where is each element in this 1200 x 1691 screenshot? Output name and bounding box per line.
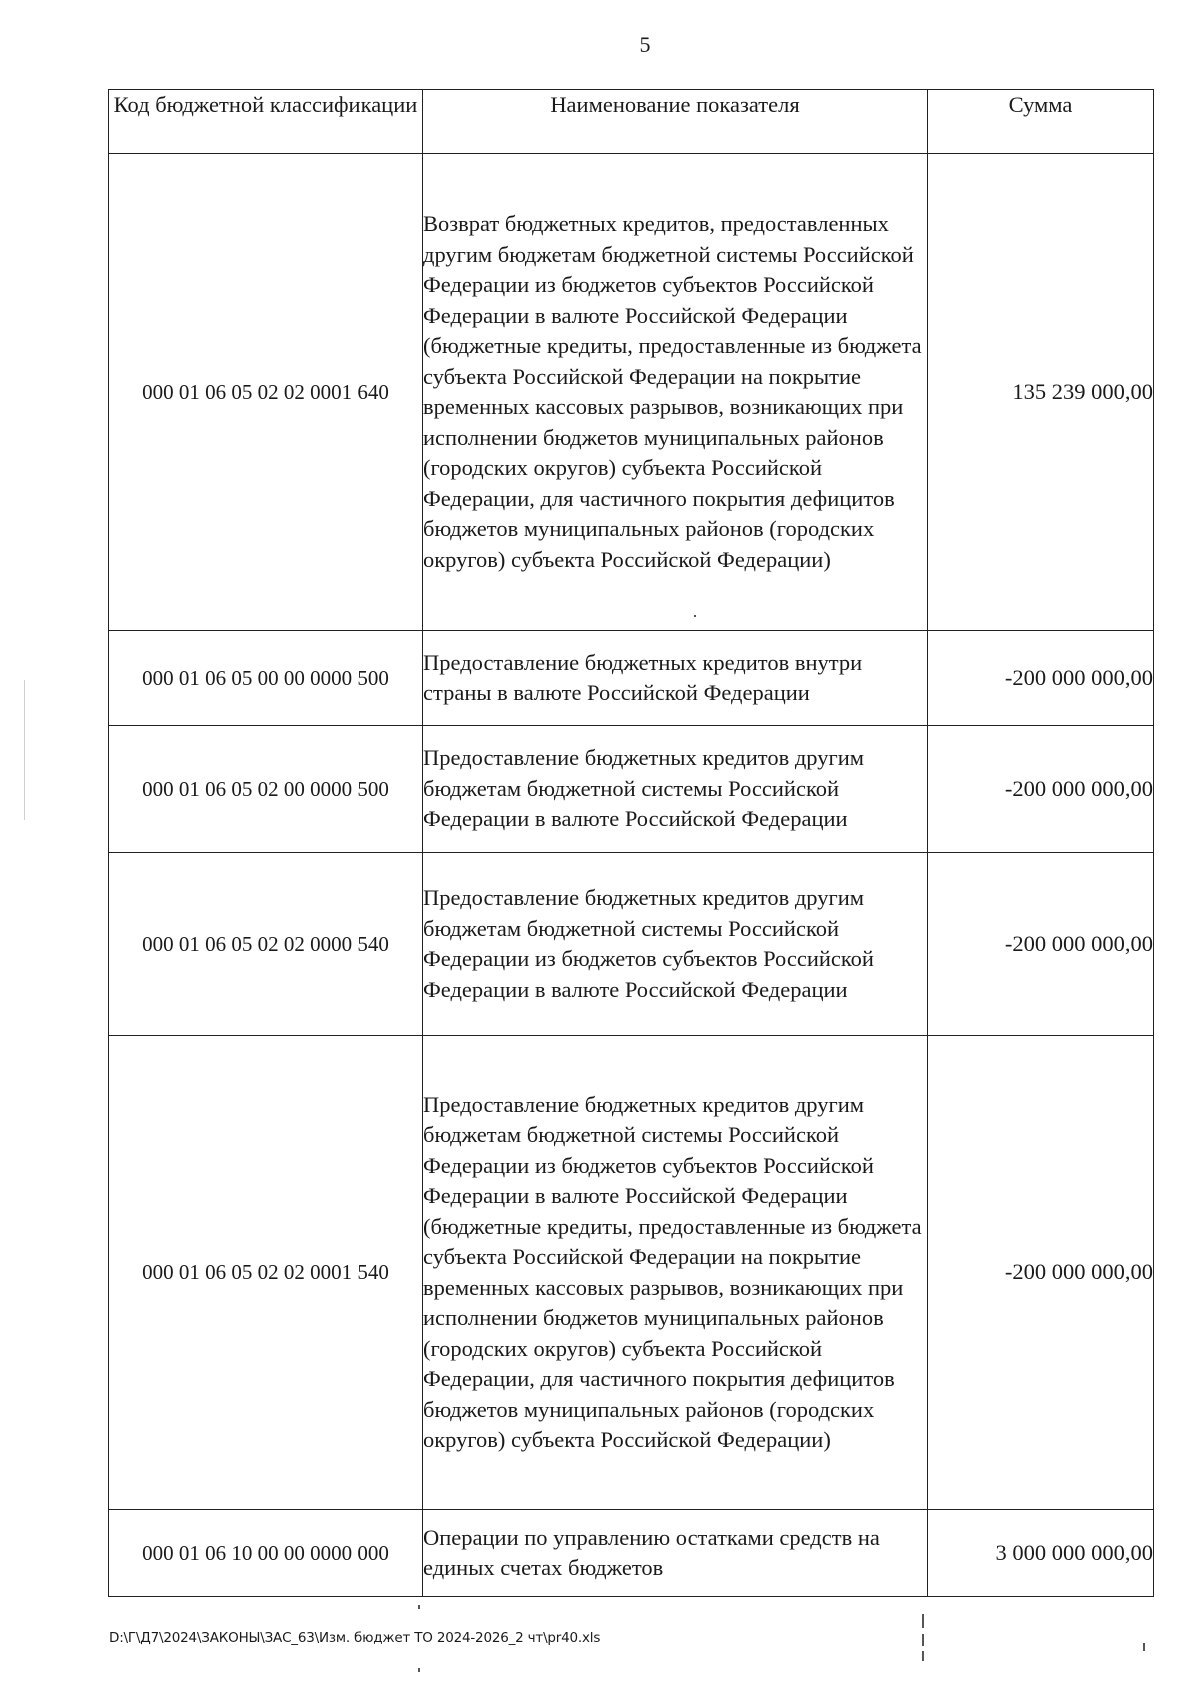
row-code: 000 01 06 05 02 00 0000 500 xyxy=(109,726,423,853)
row-sum: -200 000 000,00 xyxy=(928,726,1154,853)
row-sum: 135 239 000,00 xyxy=(928,154,1154,631)
row-sum: -200 000 000,00 xyxy=(928,853,1154,1036)
row-code: 000 01 06 05 00 00 0000 500 xyxy=(109,631,423,726)
scan-mark xyxy=(922,1651,924,1661)
header-name: Наименование показателя xyxy=(423,90,928,154)
scan-mark xyxy=(922,1614,924,1628)
scan-mark xyxy=(694,615,696,617)
row-code: 000 01 06 05 02 02 0000 540 xyxy=(109,853,423,1036)
row-name: Предоставление бюджетных кредитов другим бюджетам бюджетной системы Российской Федерации из бюджетов субъектов Российской Федерации в валюте Российской Федерации (бюджетные кредиты, предоставленные из бюджета субъекта Российской Федерации на покрытие временных кассовых разрывов, возникающих при исполнении бюджетов муниципальных районов (городских округов) субъекта Российской Федерации, для частичного покрытия дефицитов бюджетов муниципальных районов (городских округов) субъекта Российской Федерации) xyxy=(423,1036,928,1510)
row-code: 000 01 06 05 02 02 0001 640 xyxy=(109,154,423,631)
table-row xyxy=(109,631,1154,726)
row-name: Предоставление бюджетных кредитов внутри страны в валюте Российской Федерации xyxy=(423,631,928,726)
header-sum: Сумма xyxy=(928,90,1154,154)
scan-mark xyxy=(418,1668,420,1672)
row-name: Предоставление бюджетных кредитов другим бюджетам бюджетной системы Российской Федерации в валюте Российской Федерации xyxy=(423,726,928,853)
row-sum: 3 000 000 000,00 xyxy=(928,1510,1154,1597)
row-sum: -200 000 000,00 xyxy=(928,631,1154,726)
row-name: Предоставление бюджетных кредитов другим бюджетам бюджетной системы Российской Федерации из бюджетов субъектов Российской Федерации в валюте Российской Федерации xyxy=(423,853,928,1036)
table-row xyxy=(109,1036,1154,1510)
footer-file-path: D:\Г\Д7\2024\ЗАКОНЫ\ЗАС_63\Изм. бюджет ТО 2024-2026_2 чт\pr40.xls xyxy=(109,1630,601,1646)
row-sum: -200 000 000,00 xyxy=(928,1036,1154,1510)
budget-classification-table xyxy=(108,89,1154,1597)
row-name: Возврат бюджетных кредитов, предоставленных другим бюджетам бюджетной системы Российской Федерации из бюджетов субъектов Российской Федерации в валюте Российской Федерации (бюджетные кредиты, предоставленные из бюджета субъекта Российской Федерации на покрытие временных кассовых разрывов, возникающих при исполнении бюджетов муниципальных районов (городских округов) субъекта Российской Федерации, для частичного покрытия дефицитов бюджетов муниципальных районов (городских округов) субъекта Российской Федерации) xyxy=(423,154,928,631)
table-row xyxy=(109,1510,1154,1597)
row-name: Операции по управлению остатками средств на единых счетах бюджетов xyxy=(423,1510,928,1597)
scan-mark xyxy=(1143,1643,1145,1651)
table-header-row xyxy=(109,90,1154,154)
scan-mark xyxy=(24,680,25,820)
row-code: 000 01 06 10 00 00 0000 000 xyxy=(109,1510,423,1597)
row-code: 000 01 06 05 02 02 0001 540 xyxy=(109,1036,423,1510)
page-number: 5 xyxy=(639,32,651,57)
scan-mark xyxy=(922,1634,924,1646)
table-row xyxy=(109,726,1154,853)
header-code: Код бюджетной классификации xyxy=(109,90,423,154)
table-row xyxy=(109,853,1154,1036)
scan-mark xyxy=(418,1605,420,1609)
table-row xyxy=(109,154,1154,631)
